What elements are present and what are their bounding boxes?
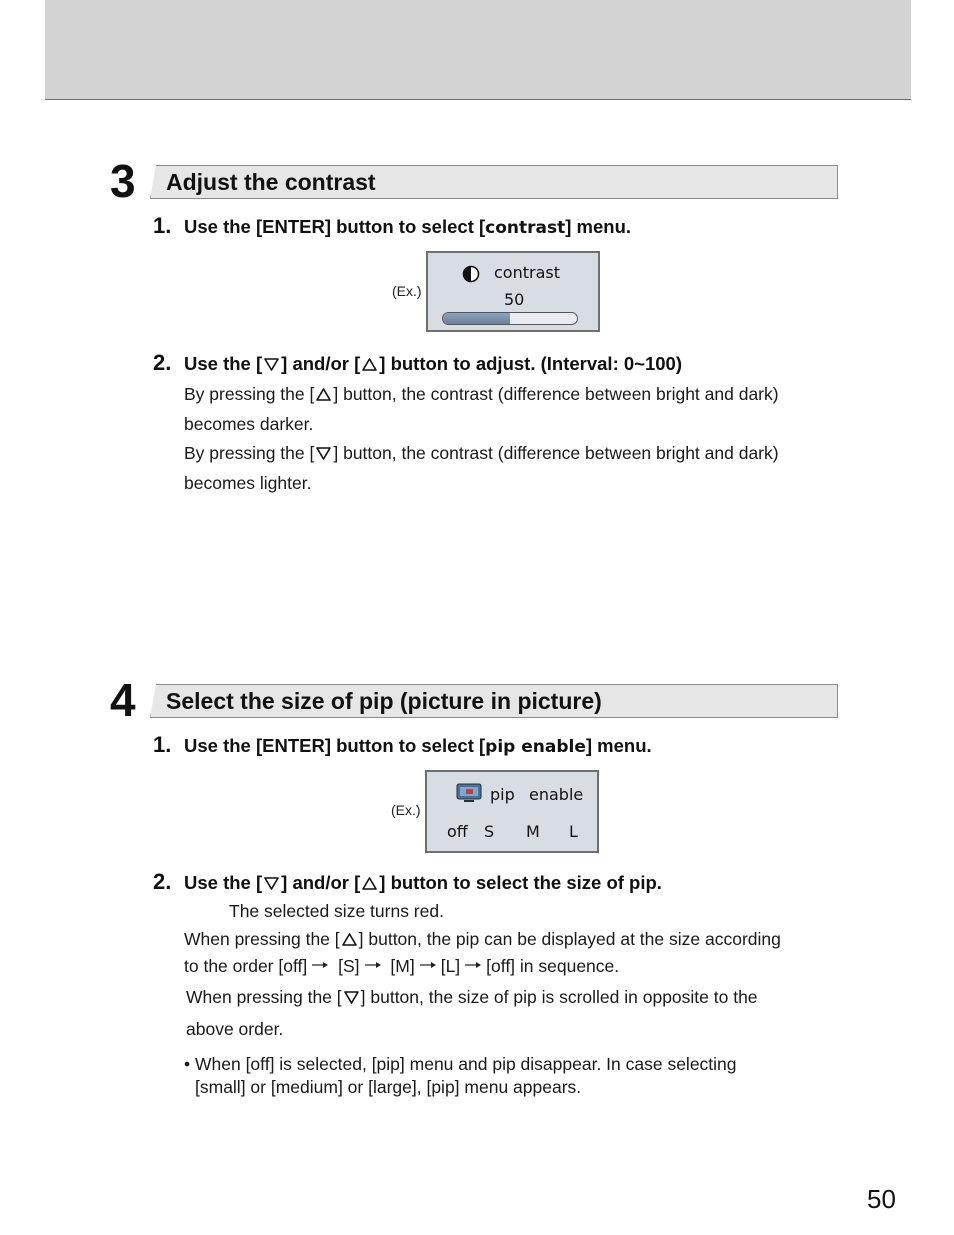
body-line [184,386,779,404]
body-line: becomes lighter. [184,473,312,493]
section-4-step-1-text [184,737,652,756]
step-text: ] and/or [ [281,353,361,374]
contrast-half-circle-icon [462,265,480,283]
section-3-title: Adjust the contrast [166,169,376,195]
body-line: above order. [186,1019,284,1039]
osd-title: contrast [494,263,560,282]
step-text: ] button to adjust. (Interval: 0~100) [379,353,682,374]
section-4-step-2-text [184,874,662,893]
pip-option-off: off [447,822,468,841]
note-line: [small] or [medium] or [large], [pip] menu appears. [195,1077,582,1097]
section-3-step-1-number: 1. [153,213,172,238]
body-text: When pressing the [ [186,987,342,1007]
example-label: (Ex.) [392,283,422,299]
down-triangle-icon [264,358,279,371]
section-4-number: 4 [110,674,135,726]
body-text: [S] [338,956,360,976]
down-triangle-icon [316,447,331,460]
pip-osd-example [425,770,599,853]
section-3-number: 3 [110,155,135,207]
section-4-step-2-number: 2. [153,869,172,894]
body-text: ] button, the size of pip is scrolled in opposite to the [360,987,758,1007]
section-3-step-2-number: 2. [153,350,172,375]
step-text: ] button to select the size of pip. [379,872,662,893]
note-line: • When [off] is selected, [pip] menu and pip disappear. In case selecting [184,1054,737,1074]
step-text: Use the [ [184,872,263,893]
body-text: When pressing the [ [184,929,340,949]
body-text: ] button, the contrast (difference between bright and dark) [333,443,779,463]
step-text: ] and/or [ [281,872,361,893]
body-line: becomes darker. [184,414,314,434]
body-line [184,445,779,463]
body-text: [off] in sequence. [486,956,620,976]
arrow-right-icon [419,960,437,970]
body-line [184,931,781,949]
down-triangle-icon [344,991,359,1004]
body-text: [L] [440,956,461,976]
section-4-title: Select the size of pip (picture in picture) [166,688,602,714]
header-band [45,0,911,100]
pip-option-large: L [569,822,578,841]
body-text: By pressing the [ [184,384,315,404]
body-line: The selected size turns red. [229,901,444,921]
body-line-sequence [184,958,619,976]
body-text: ] button, the contrast (difference between bright and dark) [333,384,779,404]
body-line [186,989,758,1007]
osd-title-pip: pip [490,785,515,804]
section-4-step-1-number: 1. [153,732,172,757]
step-text: ] menu. [585,735,652,756]
section-3-step-2-text [184,355,682,374]
pip-monitor-icon [456,783,482,803]
down-triangle-icon [264,877,279,890]
arrow-right-icon [311,960,329,970]
step-text: Use the [ [184,353,263,374]
pip-option-small: S [484,822,495,841]
arrow-right-icon [364,960,382,970]
contrast-osd-example [426,251,600,332]
body-text: By pressing the [ [184,443,315,463]
up-triangle-icon [342,933,357,946]
step-text: Use the [ENTER] button to select [ [184,735,486,756]
example-label: (Ex.) [391,802,421,818]
body-text: [M] [390,956,415,976]
step-text: Use the [ENTER] button to select [ [184,216,486,237]
section-3-step-1-text [184,218,631,237]
contrast-slider-fill [443,313,510,324]
up-triangle-icon [362,877,377,890]
body-text: to the order [off] [184,956,308,976]
contrast-slider [442,312,578,325]
body-text: ] button, the pip can be displayed at the size according [358,929,781,949]
step-text: ] menu. [565,216,632,237]
page-number: 50 [867,1184,896,1214]
arrow-right-icon [464,960,482,970]
osd-title-enable: enable [529,785,584,804]
up-triangle-icon [362,358,377,371]
osd-value: 50 [504,290,525,309]
menu-name: contrast [485,218,566,238]
pip-option-medium: M [526,822,540,841]
menu-name: pip enable [485,737,586,757]
up-triangle-icon [316,388,331,401]
